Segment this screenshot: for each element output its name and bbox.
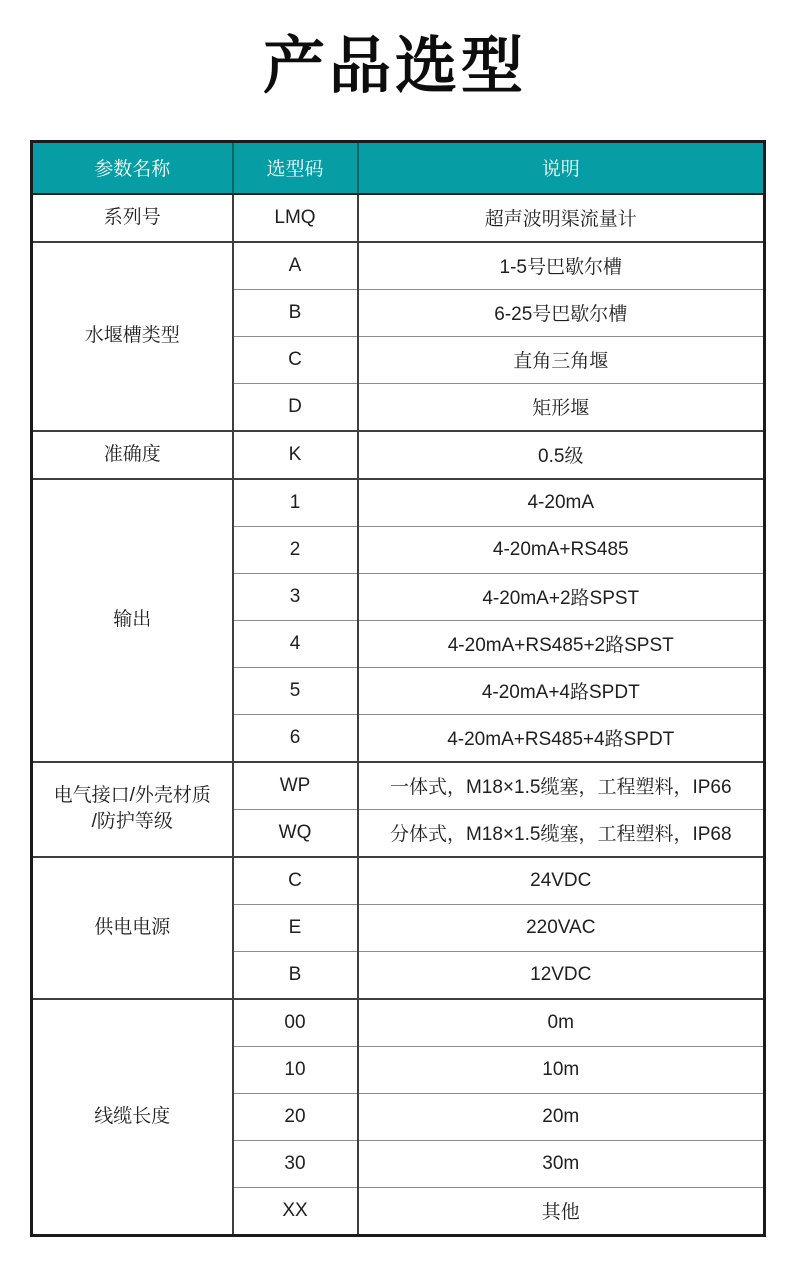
parameter-name-cell xyxy=(32,194,233,242)
selection-code-cell: WQ xyxy=(233,809,358,857)
parameter-name-cell xyxy=(32,242,233,431)
selection-code-cell: 5 xyxy=(233,667,358,714)
col-header-description: 说明 xyxy=(358,141,765,194)
description-cell: 20m xyxy=(358,1093,765,1140)
parameter-name-cell xyxy=(32,999,233,1236)
selection-code-cell: D xyxy=(233,383,358,431)
selection-code-cell: C xyxy=(233,857,358,905)
description-cell: 220VAC xyxy=(358,904,765,951)
description-cell: 超声波明渠流量计 xyxy=(358,194,765,242)
selection-code-cell: WP xyxy=(233,762,358,810)
parameter-name-line: 线缆长度 xyxy=(94,1105,171,1127)
description-cell: 24VDC xyxy=(358,857,765,905)
selection-code-cell: 6 xyxy=(233,714,358,762)
product-selection-table xyxy=(30,140,766,1237)
parameter-name-cell xyxy=(32,479,233,762)
description-cell: 4-20mA+RS485 xyxy=(358,526,765,573)
selection-code-cell: K xyxy=(233,431,358,479)
description-cell: 其他 xyxy=(358,1187,765,1235)
parameter-name-line: 水堰槽类型 xyxy=(84,325,180,347)
page-title: 产品选型 xyxy=(262,32,527,101)
table-row xyxy=(32,479,765,527)
selection-code-cell: 4 xyxy=(233,620,358,667)
table-row xyxy=(32,999,765,1047)
description-cell: 4-20mA xyxy=(358,479,765,527)
selection-code-cell: LMQ xyxy=(233,194,358,242)
description-cell: 0.5级 xyxy=(358,431,765,479)
description-cell: 0m xyxy=(358,999,765,1047)
description-cell: 矩形堰 xyxy=(358,383,765,431)
description-cell: 1-5号巴歇尔槽 xyxy=(358,242,765,290)
selection-code-cell: 30 xyxy=(233,1140,358,1187)
description-cell: 一体式，M18×1.5缆塞，工程塑料，IP66 xyxy=(358,762,765,810)
parameter-name-line: 准确度 xyxy=(103,443,161,465)
description-cell: 直角三角堰 xyxy=(358,336,765,383)
col-header-parameter-name: 参数名称 xyxy=(32,141,233,194)
selection-code-cell: 20 xyxy=(233,1093,358,1140)
selection-code-cell: E xyxy=(233,904,358,951)
description-cell: 分体式，M18×1.5缆塞，工程塑料，IP68 xyxy=(358,809,765,857)
table-row xyxy=(32,857,765,905)
description-cell: 30m xyxy=(358,1140,765,1187)
parameter-name-cell xyxy=(32,762,233,857)
selection-code-cell: XX xyxy=(233,1187,358,1235)
parameter-name-line: 系列号 xyxy=(103,206,161,228)
selection-code-cell: 2 xyxy=(233,526,358,573)
table-row xyxy=(32,431,765,479)
description-cell: 12VDC xyxy=(358,951,765,999)
parameter-name-cell xyxy=(32,857,233,999)
selection-code-cell: B xyxy=(233,289,358,336)
selection-code-cell: B xyxy=(233,951,358,999)
table-row xyxy=(32,762,765,810)
parameter-name-line: 供电电源 xyxy=(94,916,171,938)
table-header-row xyxy=(32,141,765,194)
selection-code-cell: A xyxy=(233,242,358,290)
col-header-selection-code: 选型码 xyxy=(233,141,358,194)
parameter-name-line: 电气接口/外壳材质 xyxy=(53,785,211,807)
description-cell: 4-20mA+2路SPST xyxy=(358,573,765,620)
parameter-name-cell xyxy=(32,431,233,479)
table-row xyxy=(32,242,765,290)
selection-code-cell: 10 xyxy=(233,1046,358,1093)
description-cell: 10m xyxy=(358,1046,765,1093)
description-cell: 4-20mA+4路SPDT xyxy=(358,667,765,714)
selection-code-cell: 00 xyxy=(233,999,358,1047)
description-cell: 4-20mA+RS485+4路SPDT xyxy=(358,714,765,762)
parameter-name-line: 输出 xyxy=(113,609,152,631)
description-cell: 4-20mA+RS485+2路SPST xyxy=(358,620,765,667)
selection-code-cell: 1 xyxy=(233,479,358,527)
selection-code-cell: 3 xyxy=(233,573,358,620)
parameter-name-line: /防护等级 xyxy=(91,811,173,832)
description-cell: 6-25号巴歇尔槽 xyxy=(358,289,765,336)
selection-code-cell: C xyxy=(233,336,358,383)
table-row xyxy=(32,194,765,242)
